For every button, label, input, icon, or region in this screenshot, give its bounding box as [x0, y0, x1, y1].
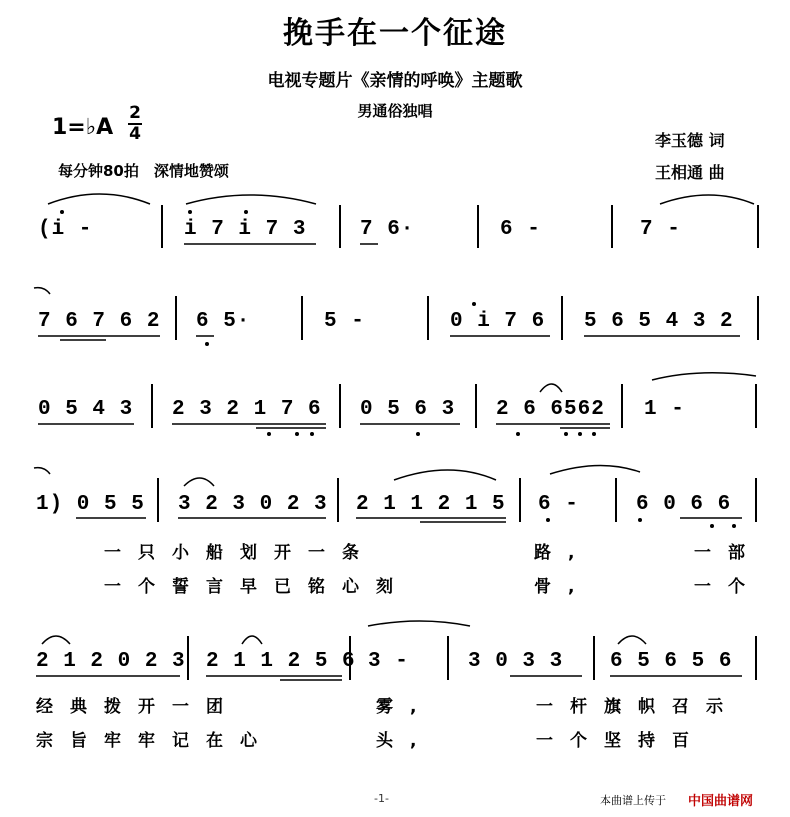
- lyric-5a-tail: 一杆旗帜召示: [536, 697, 740, 717]
- lyric-5b: 宗旨牢牢记在心: [36, 731, 274, 751]
- measure-3-3: 0 5 6 3: [360, 398, 456, 421]
- measure-1-3: 7 6·: [360, 218, 415, 241]
- lyric-4a-tail: 一部: [694, 543, 762, 563]
- measure-5-4: 3 0 3 3: [468, 650, 564, 673]
- lyric-5a: 经典拨开一团: [36, 697, 240, 717]
- measure-2-2: 6 5·: [196, 310, 251, 333]
- lyric-4a-end: 路,: [534, 543, 592, 563]
- composer: 王相通 曲: [655, 163, 725, 182]
- measure-4-2: 3 2 3 0 2 3: [178, 493, 328, 516]
- measure-3-5: 1 -: [644, 398, 685, 421]
- page-number: -1-: [374, 792, 389, 805]
- measure-3-4: 2 6 6562: [496, 398, 605, 421]
- measure-4-4: 6 -: [538, 493, 579, 516]
- lyric-5a-end: 雾,: [376, 697, 434, 717]
- measure-2-4: 0 i 7 6: [450, 310, 546, 333]
- measure-2-5: 5 6 5 4 3 2: [584, 310, 734, 333]
- lyric-4b: 一个誓言早已铭心刻: [104, 577, 410, 597]
- measure-1-2: i 7 i 7 3: [184, 218, 307, 241]
- subtitle: 电视专题片《亲情的呼唤》主题歌: [267, 71, 523, 91]
- key-signature: 1=♭A: [52, 115, 114, 140]
- lyric-4a: 一只小船划开一条: [104, 543, 376, 563]
- measure-2-1: 7 6 7 6 2: [38, 310, 161, 333]
- lyric-5b-tail: 一个坚持百: [536, 731, 706, 751]
- measure-1-4: 6 -: [500, 218, 541, 241]
- measure-4-1: 1) 0 5 5: [36, 493, 145, 516]
- measure-5-2: 2 1 1 2 5 6: [206, 650, 356, 673]
- lyric-4b-tail: 一个: [694, 577, 762, 597]
- measure-4-3: 2 1 1 2 1 5: [356, 493, 506, 516]
- measure-2-3: 5 -: [324, 310, 365, 333]
- measure-1-1: (i -: [38, 218, 93, 241]
- site-logo[interactable]: 中国曲谱网: [688, 794, 754, 809]
- measure-3-2: 2 3 2 1 7 6: [172, 398, 322, 421]
- measure-5-3: 3 -: [368, 650, 409, 673]
- measure-5-5: 6 5 6 5 6: [610, 650, 733, 673]
- page-title: 挽手在一个征途: [283, 16, 507, 51]
- measure-3-1: 0 5 4 3: [38, 398, 134, 421]
- upload-note: 本曲谱上传于: [600, 794, 666, 807]
- lyricist: 李玉德 词: [655, 131, 725, 150]
- measure-4-5: 6 0 6 6: [636, 493, 732, 516]
- measure-5-1: 2 1 2 0 2 3: [36, 650, 186, 673]
- time-sig-bottom: 4: [129, 124, 141, 144]
- time-sig-top: 2: [129, 103, 141, 123]
- lyric-4b-end: 骨,: [534, 577, 592, 597]
- lyric-5b-end: 头,: [376, 731, 434, 751]
- tempo-marking: 每分钟80拍 深情地赞颂: [58, 162, 229, 180]
- measure-1-5: 7 -: [640, 218, 681, 241]
- performer: 男通俗独唱: [357, 102, 433, 120]
